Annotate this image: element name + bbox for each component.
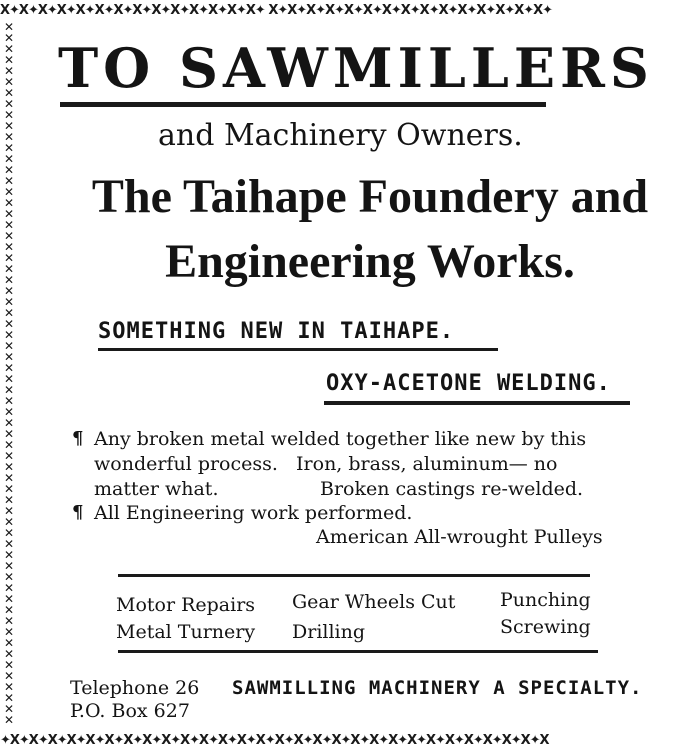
paragraph-mark-icon: ¶ (72, 502, 84, 523)
service-item: Drilling (292, 621, 366, 643)
tagline: SOMETHING NEW IN TAIHAPE. (98, 319, 455, 344)
paragraph-1-line-3b: Broken castings re-welded. (320, 478, 584, 500)
headline-line-1: The Taihape Foundery and (91, 170, 649, 223)
paragraph-2-line-2: American All-wrought Pulleys (316, 526, 603, 548)
paragraph-mark-icon: ¶ (72, 428, 84, 449)
telephone: Telephone 26 (70, 677, 200, 699)
title-rule (60, 102, 546, 107)
service-item: Gear Wheels Cut (292, 591, 456, 613)
paragraph-1-line-3a: matter what. (94, 478, 219, 500)
services-rule-bottom (118, 650, 598, 653)
tagline-rule (98, 348, 498, 351)
ornamental-border-left: ✕✕✕✕✕✕✕✕✕✕✕✕✕✕✕✕✕✕✕✕✕✕✕✕✕✕✕✕✕✕✕✕✕✕✕✕✕✕✕✕✕✕✕✕✕✕✕✕✕✕✕✕✕✕✕✕✕✕✕✕✕✕✕✕ (3, 22, 15, 727)
headline-line-2: Engineering Works. (165, 235, 575, 288)
specialty-banner: SAWMILLING MACHINERY A SPECIALTY. (232, 677, 643, 699)
ad-subtitle: and Machinery Owners. (158, 118, 523, 153)
paragraph-1-line-2: wonderful process. Iron, brass, aluminum— no (94, 453, 558, 475)
service-item: Metal Turnery (116, 621, 256, 643)
ornamental-border-bottom: ✦X✦X✦X✦X✦X✦X✦X✦X✦X✦X✦X✦X✦X✦X✦X✦X✦X✦X✦X✦X✦X✦X✦X✦X✦X✦X✦X✦X✦X (0, 733, 549, 748)
service-heading: OXY-ACETONE WELDING. (326, 371, 611, 396)
ornamental-border-top: X✦X✦X✦X✦X✦X✦X✦X✦X✦X✦X✦X✦X✦X✦ X✦X✦X✦X✦X✦X✦X✦X✦X✦X✦X✦X✦X✦X✦X✦ (0, 3, 553, 18)
ad-title: TO SAWMILLERS (58, 36, 654, 100)
po-box: P.O. Box 627 (70, 700, 190, 722)
paragraph-2-line-1: All Engineering work performed. (94, 502, 413, 524)
services-rule-top (118, 574, 590, 577)
paragraph-1-line-1: Any broken metal welded together like new by this (94, 428, 587, 450)
service-item: Screwing (500, 616, 591, 638)
service-item: Motor Repairs (116, 594, 256, 616)
service-item: Punching (500, 589, 591, 611)
service-rule (324, 401, 630, 405)
